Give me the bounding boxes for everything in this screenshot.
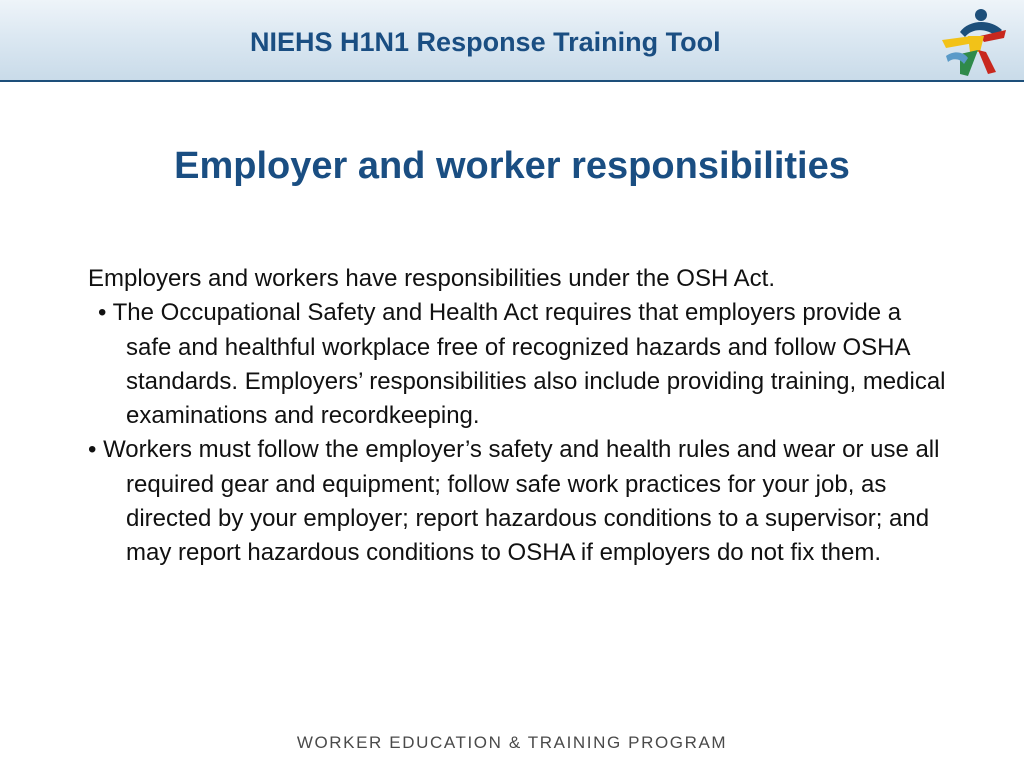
header-title: NIEHS H1N1 Response Training Tool bbox=[250, 27, 721, 57]
slide-title: Employer and worker responsibilities bbox=[174, 145, 850, 187]
intro-paragraph: Employers and workers have responsibilities under the OSH Act. bbox=[88, 265, 775, 292]
footer-program-name: WORKER EDUCATION & TRAINING PROGRAM bbox=[296, 733, 728, 752]
bullet-workers: • Workers must follow the employer’s safety and health rules and wear or use all required gear and equipment; follow safe work practices for your job, as directed by your employer; report hazardous conditions to a supervisor; and may report hazardous conditions to OSHA if employers do not fix them. bbox=[88, 436, 940, 567]
slide-body bbox=[88, 262, 948, 571]
bullet-employers: • The Occupational Safety and Health Act requires that employers provide a safe and healthful workplace free of recognized hazards and follow OSHA standards. Employers’ responsibilities also include providing training, medical examinations and recordkeeping. bbox=[98, 299, 946, 430]
header-banner bbox=[0, 0, 1024, 82]
niehs-figure-logo-icon bbox=[938, 6, 1008, 80]
